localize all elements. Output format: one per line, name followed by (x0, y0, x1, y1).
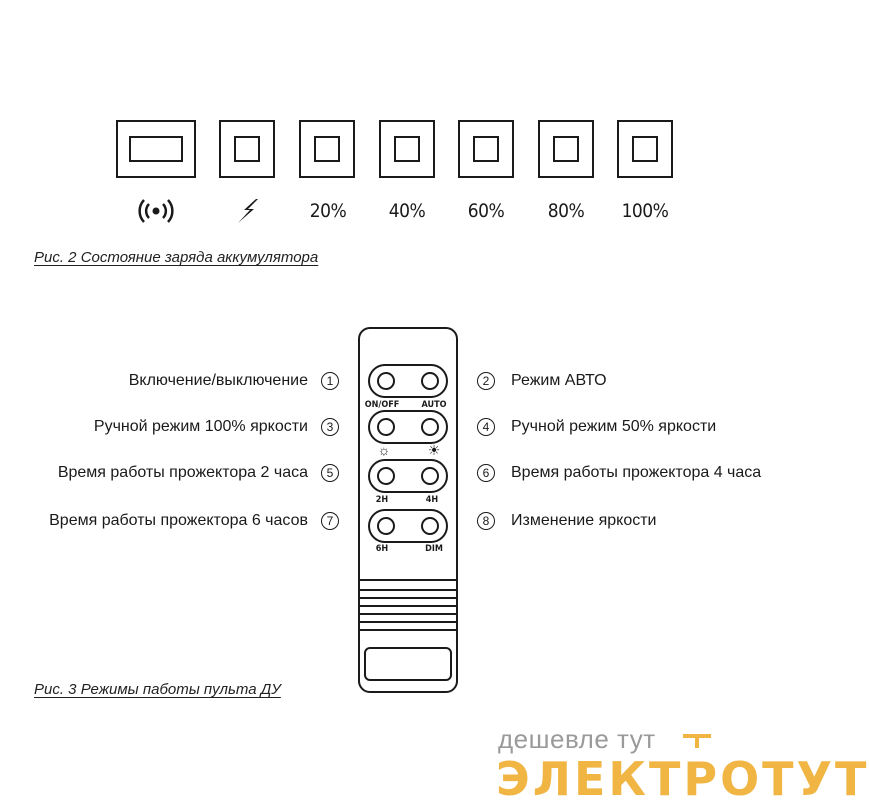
battery-caption: Рис. 2 Состояние заряда аккумулятора (34, 249, 319, 266)
button-pair-6h-dim[interactable] (368, 509, 448, 543)
timer-4h-button[interactable] (421, 467, 439, 485)
indicator-label-40: 40% (388, 200, 426, 222)
mode-number-2: 2 (477, 372, 495, 390)
mode-text-6: Время работы прожектора 4 часа (511, 464, 762, 481)
logo-tagline: дешевле тут (498, 724, 656, 754)
logo-wordmark: ЭЛЕКТРОТУТ (496, 752, 869, 806)
indicator-label-80: 80% (547, 200, 585, 222)
timer-2h-label: 2H (375, 495, 389, 505)
indicator-box-7 (617, 120, 673, 178)
mode-text-4: Ручной режим 50% яркости (511, 418, 717, 435)
lamp-icon (681, 730, 713, 750)
remote-grill (360, 579, 456, 631)
remote-control (358, 327, 458, 693)
timer-4h-label: 4H (425, 495, 439, 505)
button-pair-timer-2h-4h[interactable] (368, 459, 448, 493)
on-off-button[interactable] (377, 372, 395, 390)
mode-text-7: Время работы прожектора 6 часов (49, 512, 308, 529)
button-pair-on-off-auto[interactable] (368, 364, 448, 398)
button-pair-brightness[interactable] (368, 410, 448, 444)
mode-number-4: 4 (477, 418, 495, 436)
mode-number-1: 1 (321, 372, 339, 390)
auto-button[interactable] (421, 372, 439, 390)
sun-outline-icon: ☼ (377, 442, 391, 458)
indicator-label-20: 20% (309, 200, 347, 222)
sun-filled-icon: ☀ (427, 442, 441, 458)
mode-number-5: 5 (321, 464, 339, 482)
mode-number-3: 3 (321, 418, 339, 436)
mode-number-7: 7 (321, 512, 339, 530)
indicator-label-60: 60% (467, 200, 505, 222)
indicator-box-4 (379, 120, 435, 178)
indicator-box-6 (538, 120, 594, 178)
dim-label: DIM (425, 544, 443, 554)
brightness-100-button[interactable] (377, 418, 395, 436)
wireless-signal-icon (138, 198, 174, 224)
lightning-icon (234, 198, 264, 224)
mode-text-1: Включение/выключение (128, 372, 308, 389)
brightness-50-button[interactable] (421, 418, 439, 436)
mode-text-5: Время работы прожектора 2 часа (57, 464, 308, 481)
remote-battery-slot (364, 647, 452, 681)
dim-button[interactable] (421, 517, 439, 535)
remote-caption: Рис. 3 Режимы паботы пульта ДУ (34, 681, 281, 698)
indicator-box-2 (219, 120, 275, 178)
mode-number-6: 6 (477, 464, 495, 482)
auto-label: AUTO (421, 400, 447, 410)
indicator-box-3 (299, 120, 355, 178)
mode-text-3: Ручной режим 100% яркости (93, 418, 308, 435)
mode-text-8: Изменение яркости (511, 512, 657, 529)
on-off-label: ON/OFF (364, 400, 400, 410)
mode-number-8: 8 (477, 512, 495, 530)
timer-6h-label: 6H (375, 544, 389, 554)
indicator-label-100: 100% (621, 200, 669, 222)
indicator-box-5 (458, 120, 514, 178)
indicator-box-1 (116, 120, 196, 178)
mode-text-2: Режим АВТО (511, 372, 607, 389)
timer-6h-button[interactable] (377, 517, 395, 535)
timer-2h-button[interactable] (377, 467, 395, 485)
